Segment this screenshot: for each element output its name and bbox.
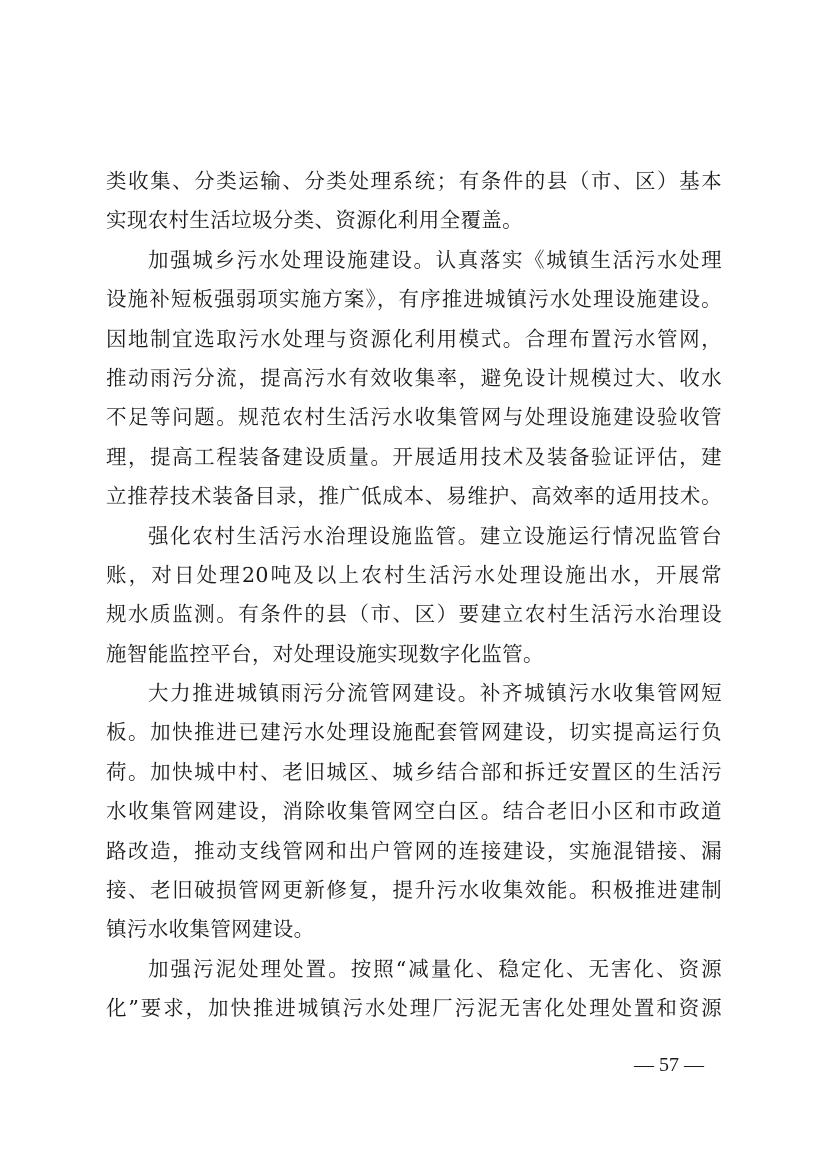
text-line: 荷。加快城中村、老旧城区、城乡结合部和拆迁安置区的生活污 [106,759,722,784]
text-line: 化”要求，加快推进城镇污水处理厂污泥无害化处理处置和资源 [106,996,722,1021]
text-line: 不足等问题。规范农村生活污水收集管网与处理设施建设验收管 [106,405,722,430]
text-line: 施智能监控平台，对处理设施实现数字化监管。 [106,641,544,666]
text-line: 路改造，推动支线管网和出户管网的连接建设，实施混错接、漏 [106,838,722,863]
page-number: — 57 — [634,1054,704,1076]
text-line: 加强城乡污水处理设施建设。认真落实《城镇生活污水处理 [148,247,722,272]
text-line: 理，提高工程装备建设质量。开展适用技术及装备验证评估，建 [106,444,722,469]
text-line: 规水质监测。有条件的县（市、区）要建立农村生活污水治理设 [106,602,722,627]
paragraph-waste-sorting-continuation [106,162,722,241]
text-line: 类收集、分类运输、分类处理系统；有条件的县（市、区）基本 [106,169,722,193]
document-body [106,162,722,1029]
text-line: 加强污泥处理处置。按照“减量化、稳定化、无害化、资源 [148,956,722,981]
text-line: 板。加快推进已建污水处理设施配套管网建设，切实提高运行负 [106,720,722,745]
paragraph-sludge-treatment [106,950,722,1029]
text-line: 实现农村生活垃圾分类、资源化利用全覆盖。 [106,208,523,233]
text-line: 水收集管网建设，消除收集管网空白区。结合老旧小区和市政道 [106,799,722,824]
text-line: 镇污水收集管网建设。 [106,917,315,942]
text-line: 推动雨污分流，提高污水有效收集率，避免设计规模过大、收水 [106,365,722,390]
text-line: 大力推进城镇雨污分流管网建设。补齐城镇污水收集管网短 [148,681,722,706]
text-line: 强化农村生活污水治理设施监管。建立设施运行情况监管台 [148,523,722,548]
text-line: 接、老旧破损管网更新修复，提升污水收集效能。积极推进建制 [106,878,722,903]
paragraph-sewage-facilities [106,241,722,517]
paragraph-pipe-network [106,674,722,950]
text-line: 账，对日处理20吨及以上农村生活污水处理设施出水，开展常 [106,562,722,587]
paragraph-rural-supervision [106,517,722,675]
text-line: 因地制宜选取污水处理与资源化利用模式。合理布置污水管网， [106,326,722,351]
text-line: 立推荐技术装备目录，推广低成本、易维护、高效率的适用技术。 [106,484,722,509]
text-line: 设施补短板强弱项实施方案》，有序推进城镇污水处理设施建设。 [106,287,722,312]
